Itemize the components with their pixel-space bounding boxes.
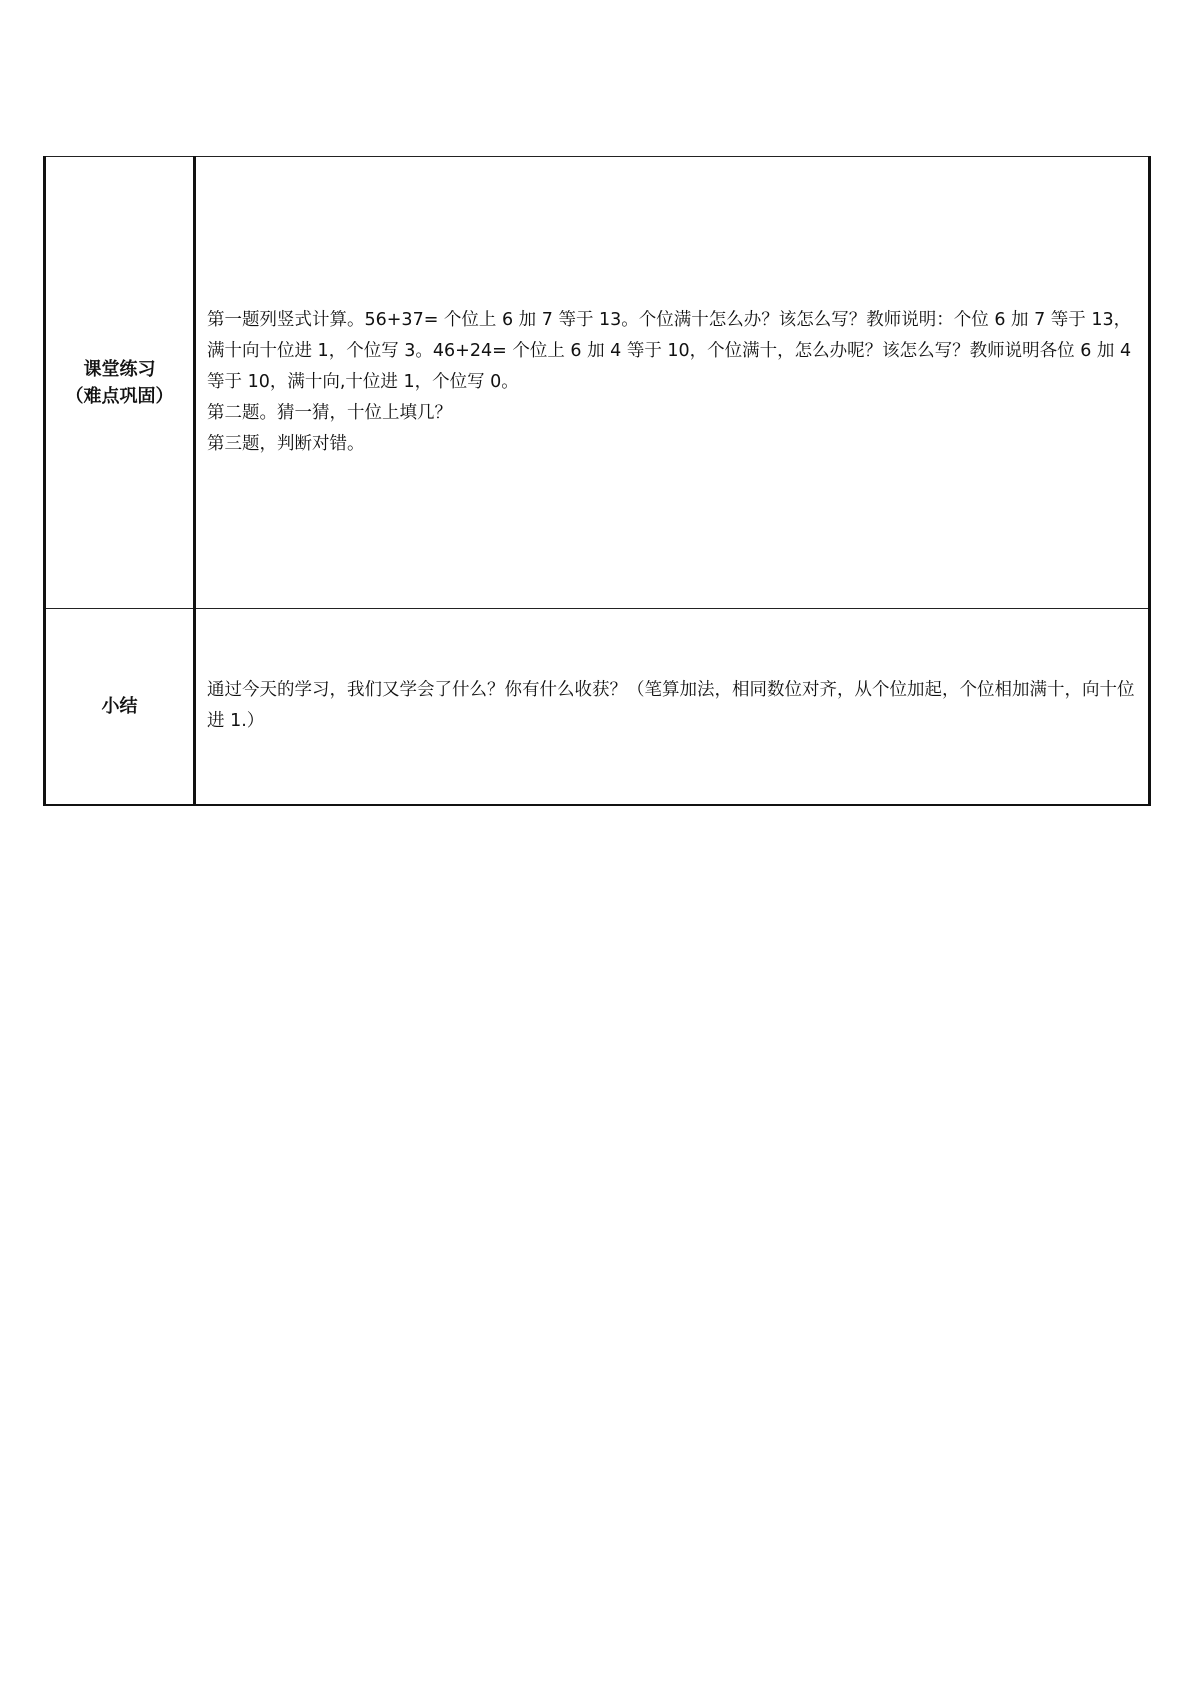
summary-row [45, 609, 1150, 805]
practice-label-title: 课堂练习 [83, 358, 156, 380]
practice-row [45, 157, 1150, 609]
summary-content-cell [195, 609, 1150, 805]
practice-label-subtitle: （难点巩固） [65, 385, 174, 407]
lesson-plan-table [43, 156, 1151, 806]
practice-label-cell [45, 157, 195, 609]
practice-content-cell [195, 157, 1150, 609]
practice-question-1: 第一题列竖式计算。56+37= 个位上 6 加 7 等于 13。个位满十怎么办？该怎么写？教师说明：个位 6 加 7 等于 13，满十向十位进 1，个位写 3。46+24= 个位上 6 加 4 等于 10，个位满十，怎么办呢？该怎么写？教师说明各位 6 加 4 等于 10，满十向,十位进 1，个位写 0。 [207, 310, 1132, 392]
summary-label: 小结 [101, 695, 138, 717]
practice-question-3: 第三题，判断对错。 [207, 434, 365, 454]
summary-label-cell [45, 609, 195, 805]
summary-text: 通过今天的学习，我们又学会了什么？你有什么收获？（笔算加法，相同数位对齐，从个位加起，个位相加满十，向十位进 1.） [207, 680, 1135, 732]
practice-question-2: 第二题。猜一猜，十位上填几？ [207, 403, 452, 423]
